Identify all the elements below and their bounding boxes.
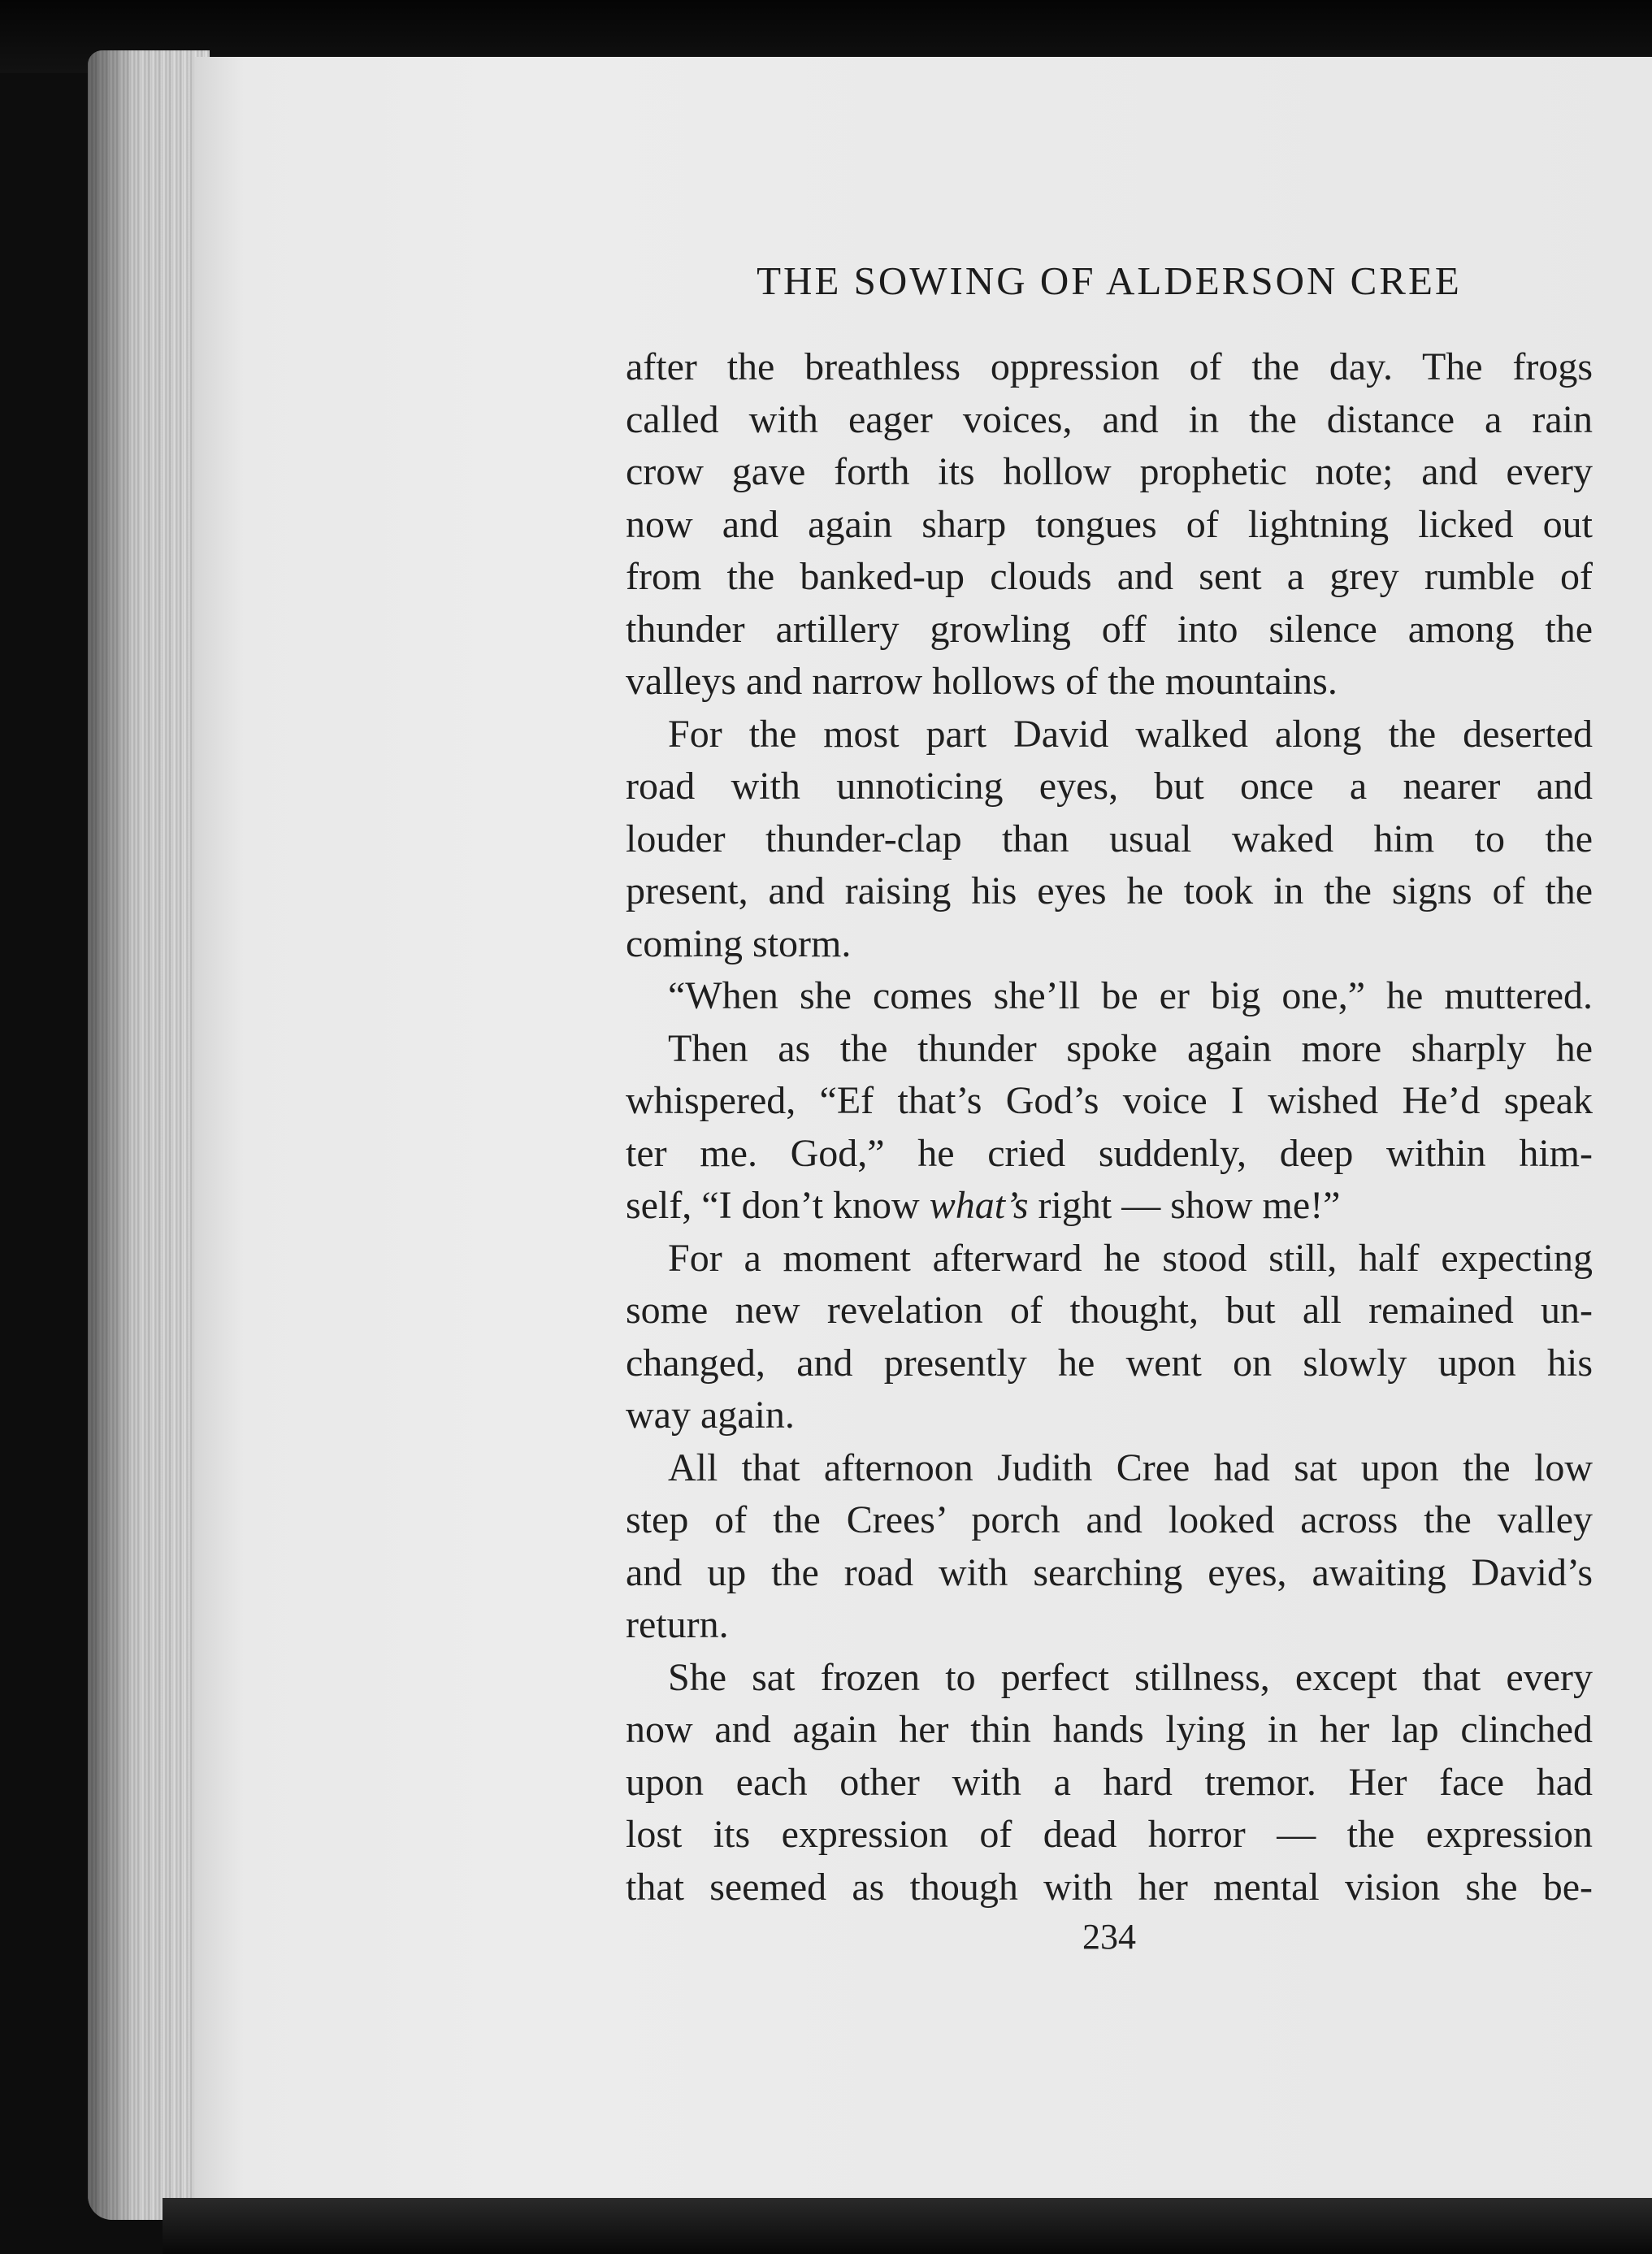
text-line: For the most part David walked along the deserted [668,712,1593,756]
text-segment: self, “I don’t know [626,1184,930,1227]
text-line: now and again sharp tongues of lightning licked out [626,502,1593,546]
text-line: lost its expression of dead horror — the expression [626,1813,1593,1856]
text-line: step of the Crees’ porch and looked across the valley [626,1498,1593,1541]
text-line: that seemed as though with her mental vision she be- [626,1865,1593,1909]
body-text [626,341,1593,1914]
text-line: crow gave forth its hollow prophetic note; and every [626,450,1593,493]
text-line: return. [626,1603,729,1646]
text-line: present, and raising his eyes he took in the signs of the [626,869,1593,912]
page-number: 234 [1082,1917,1136,1957]
italic-word: what’s [929,1184,1029,1227]
text-line: She sat frozen to perfect stillness, except that every [668,1655,1593,1699]
photo-background-bottom [163,2198,1652,2254]
page-stack-shadow [88,50,210,2220]
text-line: and up the road with searching eyes, awaiting David’s [626,1550,1593,1594]
text-line: valleys and narrow hollows of the mountains. [626,660,1338,703]
text-line: called with eager voices, and in the distance a rain [626,397,1593,441]
text-line: some new revelation of thought, but all remained un- [626,1289,1593,1332]
text-line: louder thunder-clap than usual waked him to the [626,817,1593,860]
text-line: “When she comes she’ll be er big one,” he muttered. [668,974,1593,1017]
text-line [626,1180,1593,1233]
text-line: after the breathless oppression of the day. The frogs [626,345,1593,388]
text-segment: right — show me!” [1028,1184,1341,1227]
text-line: upon each other with a hard tremor. Her face had [626,1760,1593,1804]
text-line: For a moment afterward he stood still, half expecting [668,1236,1593,1280]
text-line: thunder artillery growling off into silence among the [626,607,1593,651]
text-line: road with unnoticing eyes, but once a nearer and [626,765,1593,808]
text-line: now and again her thin hands lying in her lap clinched [626,1708,1593,1751]
text-line: All that afternoon Judith Cree had sat upon the low [668,1446,1593,1489]
text-line: whispered, “Ef that’s God’s voice I wished He’d speak [626,1079,1593,1122]
text-line: changed, and presently he went on slowly upon his [626,1341,1593,1385]
running-head: THE SOWING OF ALDERSON CREE [757,258,1462,303]
text-line: ter me. God,” he cried suddenly, deep within him- [626,1131,1593,1175]
text-line: coming storm. [626,921,852,965]
text-line: way again. [626,1394,795,1437]
text-line: Then as the thunder spoke again more sharply he [668,1026,1593,1070]
text-line: from the banked-up clouds and sent a grey rumble of [626,555,1593,598]
